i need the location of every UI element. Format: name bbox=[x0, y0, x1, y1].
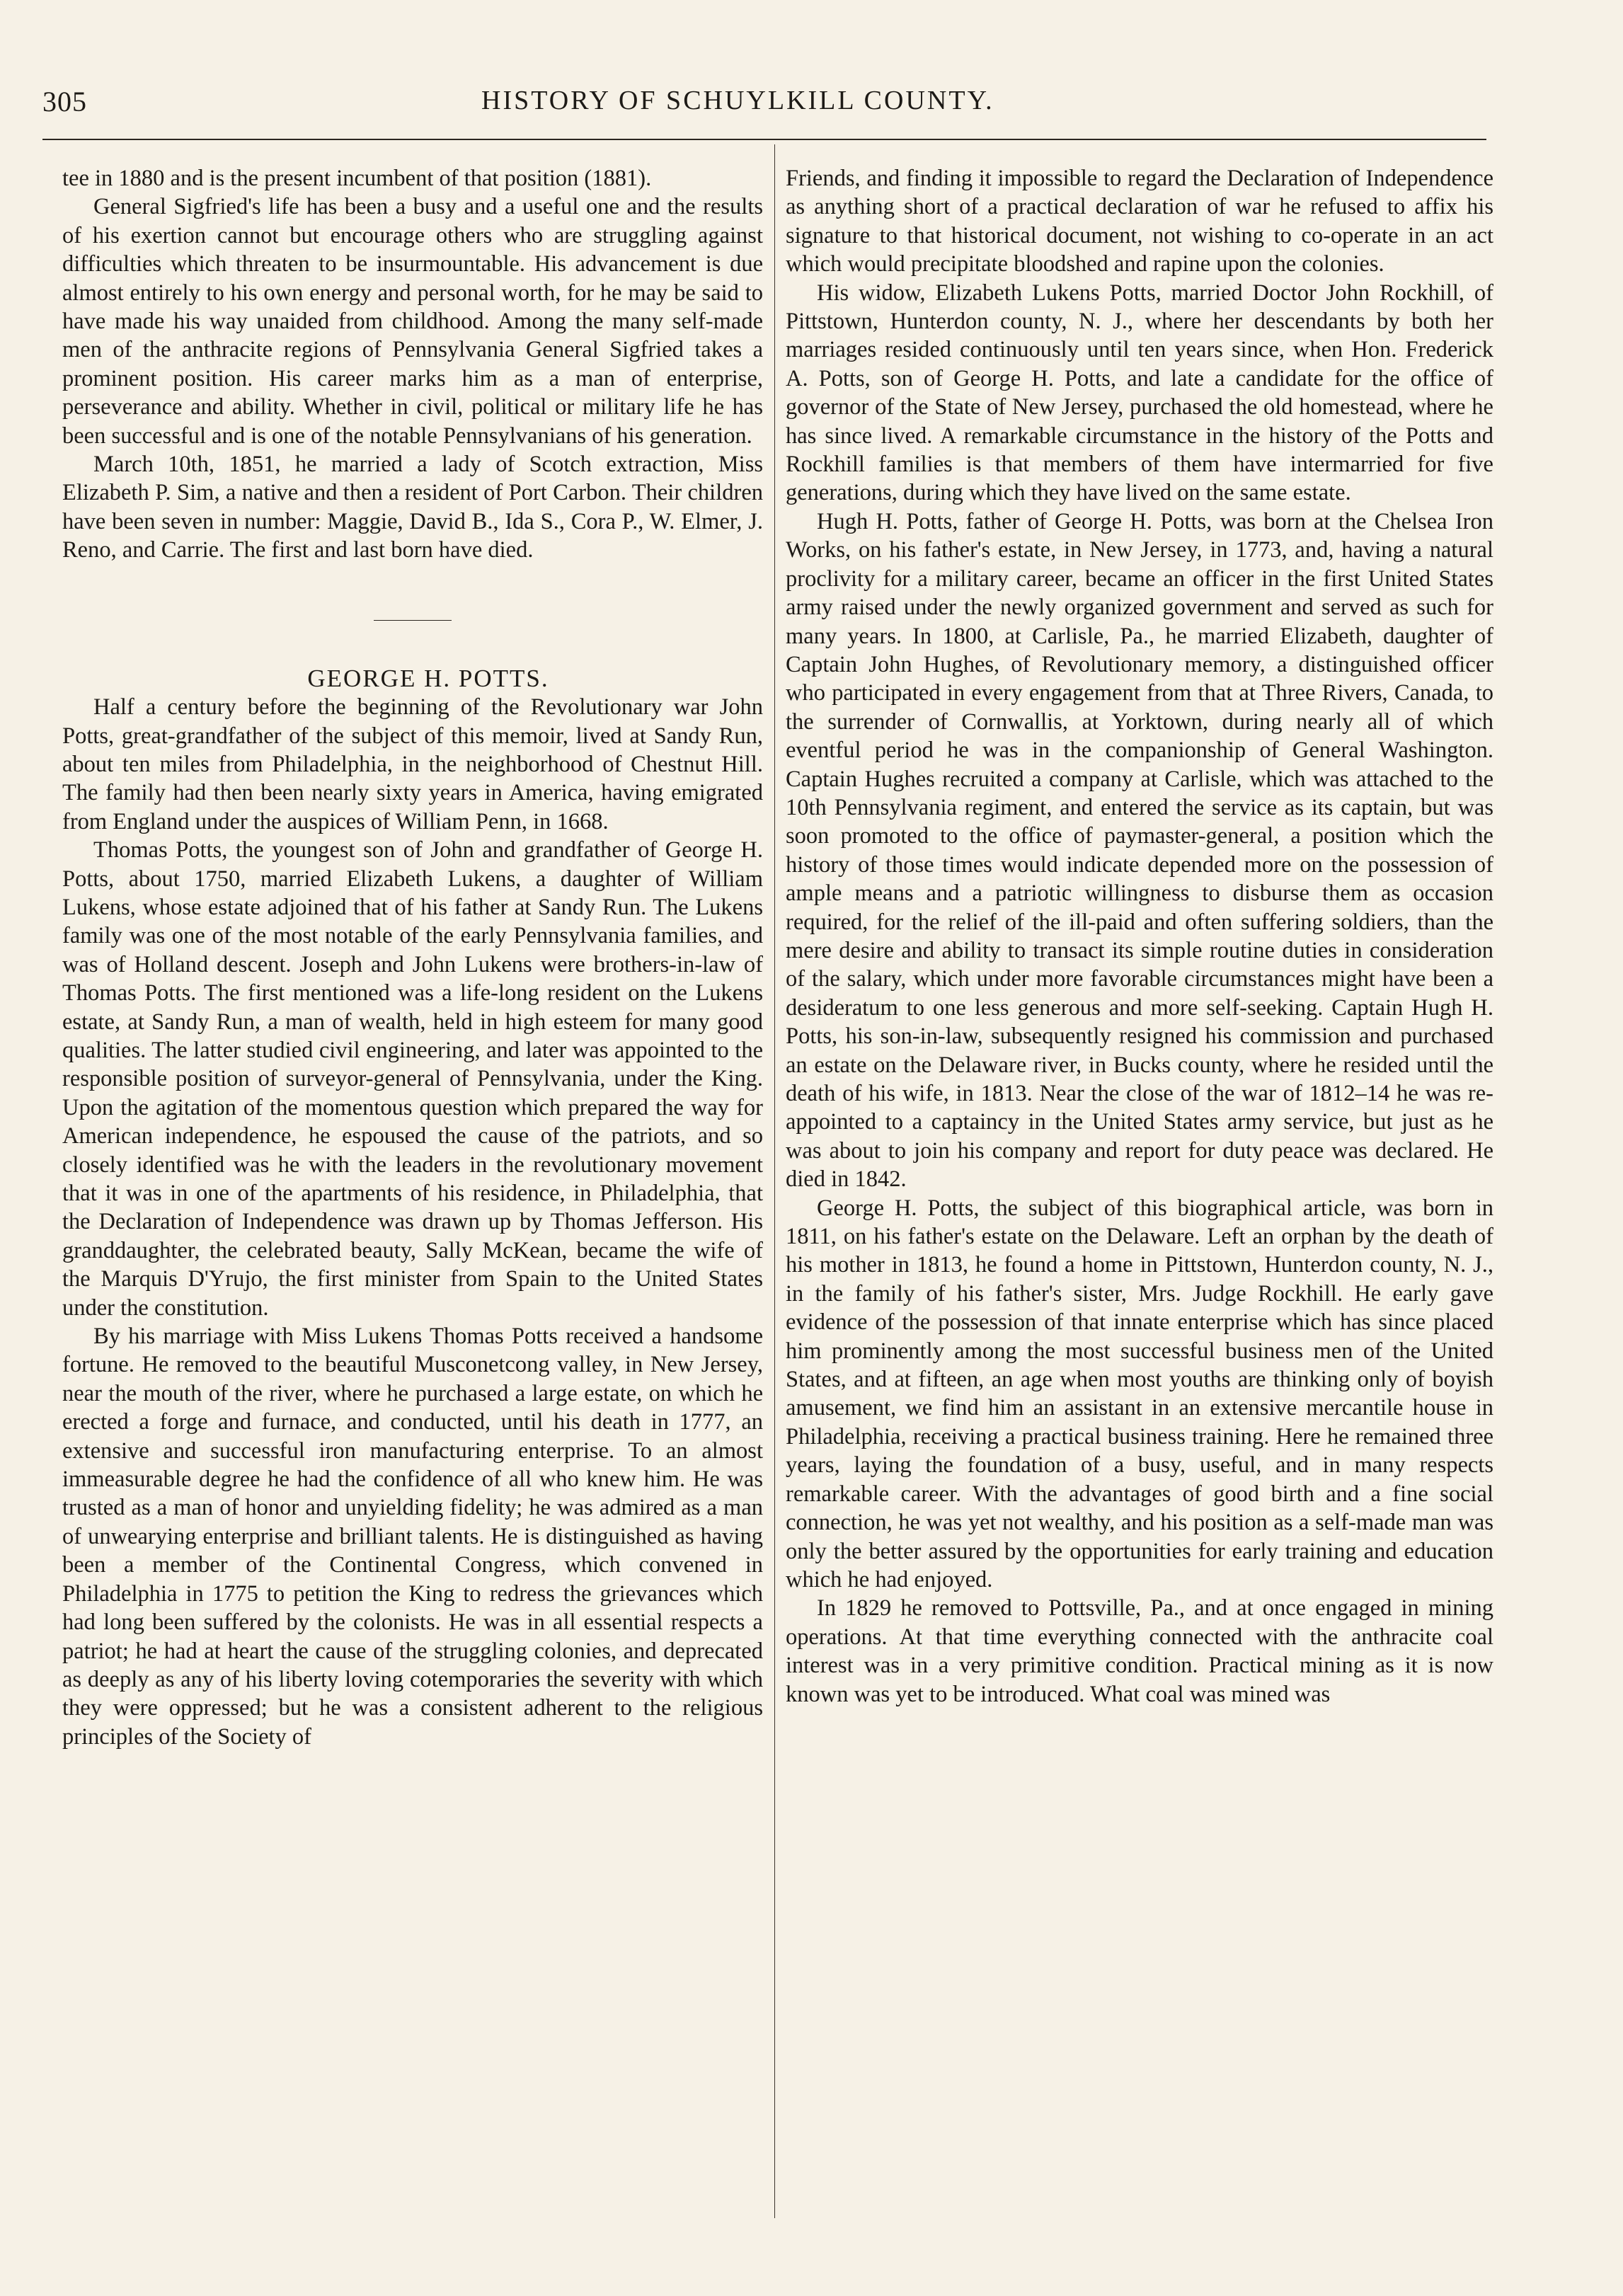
paragraph: General Sigfried's life has been a busy and a useful one and the results of his exertion cannot but encourage others who are struggling against difficulties which threaten to be insurmountable. His advancement is due almost entirely to his own energy and personal worth, for he may be said to have made his way unaided from childhood. Among the many self-made men of the anthracite regions of Pennsylvania General Sigfried takes a prominent position. His career marks him as a man of enterprise, perseverance and ability. Whether in civil, political or military life he has been successful and is one of the notable Pennsylvanians of his generation. bbox=[62, 194, 763, 449]
paragraph: In 1829 he removed to Pottsville, Pa., and at once engaged in mining operations. At that time everything connected with the anthracite coal interest was in a very primitive condition. Practical mining as it is now known was yet to be introduced. What coal was mined was bbox=[786, 1595, 1493, 1707]
paragraph: By his marriage with Miss Lukens Thomas Potts received a handsome fortune. He removed to the beautiful Musconetcong valley, in New Jersey, near the mouth of the river, where he purchased a large estate, on which he erected a forge and furnace, and conducted, until his death in 1777, an extensive and successful iron manufacturing enterprise. To an almost immeasurable degree he had the confidence of all who knew him. He was trusted as a man of honor and unyielding fidelity; he was admired as a man of unwearying enterprise and brilliant talents. He is distinguished as having been a member of the Continental Congress, which convened in Philadelphia in 1775 to petition the King to redress the grievances which had long been suffered by the colonists. He was in all essential respects a patriot; he had at heart the cause of the struggling colonies, and deprecated as deeply as any of his liberty loving cotemporaries the severity with which they were oppressed; but he was a consistent adherent to the religious principles of the Society of bbox=[62, 1324, 763, 1750]
column-divider bbox=[774, 144, 775, 2218]
running-title: HISTORY OF SCHUYLKILL COUNTY. bbox=[481, 86, 994, 115]
header-rule bbox=[42, 139, 1486, 140]
page-header bbox=[42, 79, 1486, 122]
paragraph: Half a century before the beginning of the Revolutionary war John Potts, great-grandfather of the subject of this memoir, lived at Sandy Run, about ten miles from Philadelphia, in the neighborhood of Chestnut Hill. The family had then been nearly sixty years in America, having emigrated from England under the auspices of William Penn, in 1668. bbox=[62, 694, 763, 834]
paragraph: His widow, Elizabeth Lukens Potts, married Doctor John Rockhill, of Pittstown, Hunterdon county, N. J., where her descendants by both her marriages resided continuously until ten years since, when Hon. Frederick A. Potts, son of George H. Potts, and late a candidate for the office of governor of the State of New Jersey, purchased the old homestead, where he has since lived. A remarkable circumstance in the history of the Potts and Rockhill families is that members of them have intermarried for five generations, during which they have lived on the same estate. bbox=[786, 280, 1493, 506]
page-number: 305 bbox=[42, 86, 87, 117]
paragraph: Hugh H. Potts, father of George H. Potts, was born at the Chelsea Iron Works, on his father's estate, in New Jersey, in 1773, and, having a natural proclivity for a military career, became an officer in the first United States army raised under the newly organized government and served as such for many years. In 1800, at Carlisle, Pa., he married Elizabeth, daughter of Captain John Hughes, of Revolutionary memory, a distinguished officer who participated in every engagement from that at Three Rivers, Canada, to the surrender of Cornwallis, at Yorktown, during nearly all of which eventful period he was in the companionship of General Washington. Captain Hughes recruited a company at Carlisle, which was attached to the 10th Pennsylvania regiment, and entered the service as its captain, but was soon promoted to the office of paymaster-general, a position which the history of those times would indicate depended more on the possession of ample means and a patriotic willingness to disburse them as occasion required, for the relief of the ill-paid and often suffering soldiers, than the mere desire and ability to transact its simple routine duties in consideration of the salary, which under more favorable circumstances might have been a desideratum to one less generous and more self-seeking. Captain Hugh H. Potts, his son-in-law, subsequently resigned his commission and purchased an estate on the Delaware river, in Bucks county, where he resided until the death of his wife, in 1813. Near the close of the war of 1812–14 he was re-appointed to a captaincy in the United States army service, but just as he was about to join his company and report for duty peace was declared. He died in 1842. bbox=[786, 508, 1493, 1193]
paragraph: Thomas Potts, the youngest son of John and grandfather of George H. Potts, about 1750, married Elizabeth Lukens, a daughter of William Lukens, whose estate adjoined that of his father at Sandy Run. The Lukens family was one of the most notable of the early Pennsylvania families, and was of Holland descent. Joseph and John Lukens were brothers-in-law of Thomas Potts. The first mentioned was a life-long resident on the Lukens estate, at Sandy Run, a man of wealth, held in high esteem for many good qualities. The latter studied civil engineering, and later was appointed to the responsible position of surveyor-general of Pennsylvania, under the King. Upon the agitation of the momentous question which prepared the way for American independence, he espoused the cause of the patriots, and so closely identified was he with the leaders in the revolutionary movement that it was in one of the apartments of his residence, in Philadelphia, that the Declaration of Independence was drawn up by Thomas Jefferson. His granddaughter, the celebrated beauty, Sally McKean, became the wife of the Marquis D'Yrujo, the first minister from Spain to the United States under the constitution. bbox=[62, 837, 763, 1321]
paragraph: Friends, and finding it impossible to regard the Declaration of Independence as anything short of a practical declaration of war he refused to affix his signature to that historical document, not wishing to co-operate in an act which would precipitate bloodshed and rapine upon the colonies. bbox=[786, 166, 1493, 277]
paragraph: George H. Potts, the subject of this biographical article, was born in 1811, on his father's estate on the Delaware. Left an orphan by the death of his mother in 1813, he found a home in Pittstown, Hunterdon county, N. J., in the family of his father's sister, Mrs. Judge Rockhill. He early gave evidence of the possession of that innate enterprise which has since placed him prominently among the most successful business men of the United States, and at fifteen, an age when most youths are thinking only of boyish amusement, we find him an assistant in an extensive mercantile house in Philadelphia, receiving a practical business training. Here he remained three years, laying the foundation of a busy, useful, and in many respects remarkable career. With the advantages of good birth and a fine social connection, he was yet not wealthy, and his position as a self-made man was only the better assured by the opportunities for early training and education which he had enjoyed. bbox=[786, 1195, 1493, 1592]
right-column bbox=[786, 164, 1493, 1709]
paragraph: March 10th, 1851, he married a lady of Scotch extraction, Miss Elizabeth P. Sim, a native and then a resident of Port Carbon. Their children have been seven in number: Maggie, David B., Ida S., Cora P., W. Elmer, J. Reno, and Carrie. The first and last born have died. bbox=[62, 452, 763, 563]
section-divider bbox=[374, 620, 452, 621]
section-title: GEORGE H. POTTS. bbox=[307, 664, 549, 692]
left-column bbox=[62, 164, 763, 1751]
paragraph: tee in 1880 and is the present incumbent of that position (1881). bbox=[62, 166, 652, 191]
